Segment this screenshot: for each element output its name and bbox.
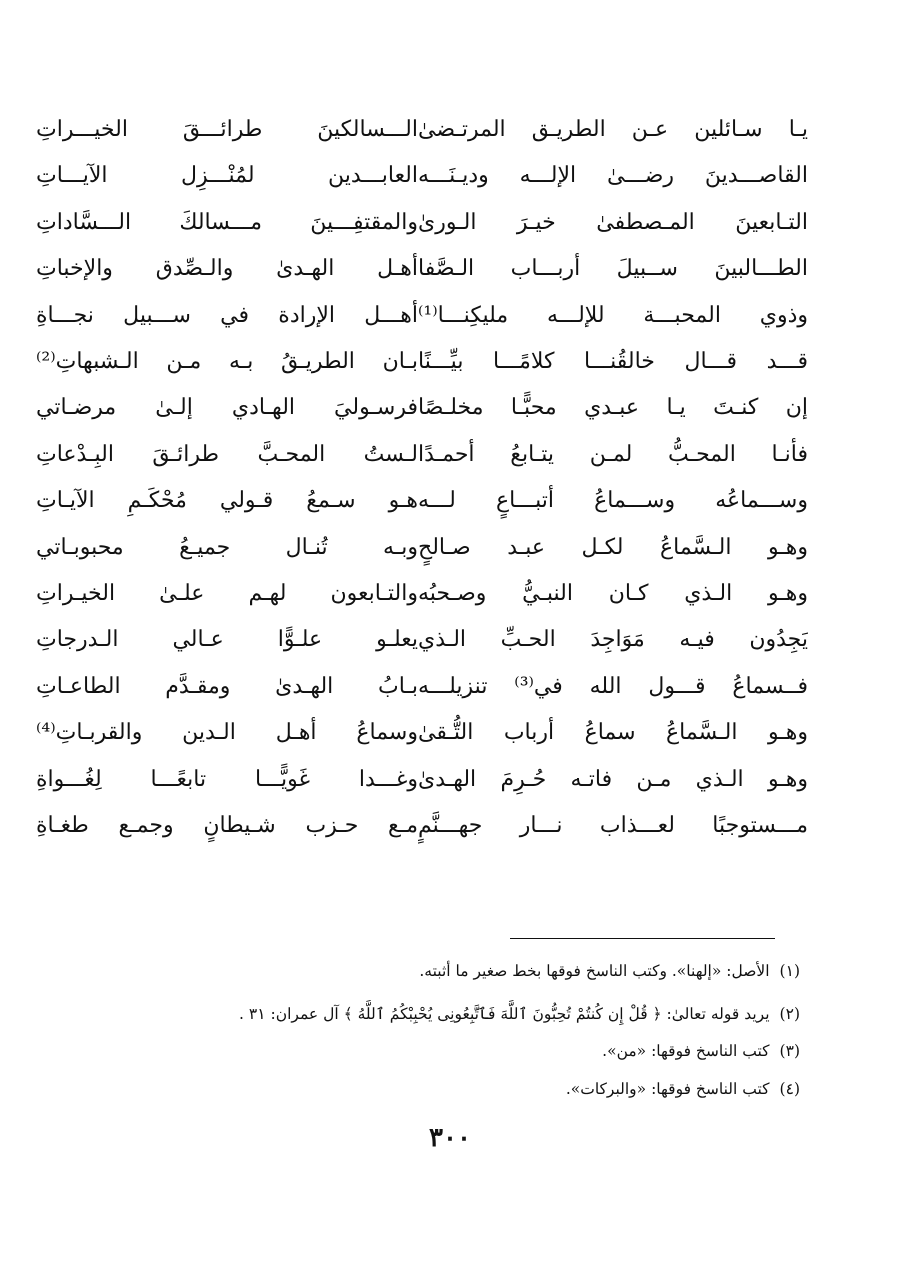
footnote-2	[100, 999, 800, 1029]
verse-11-first-hemistich: وهـو الـذي كـان النبـيُّ وصـحبُه	[418, 581, 808, 606]
page-number: ٣٠٠	[429, 1123, 471, 1153]
verse-16-first-hemistich: مـــستوجبًا لعـــذاب نـــار جهـــنَّمٍ	[418, 813, 808, 838]
verse-10-second-hemistich: وبـه تُنـال جميـعُ محبوبـاتي	[36, 534, 418, 560]
verse-13-second-hemistich: بـابُ الهـدىٰ ومقـدَّم الطاعـاتِ	[36, 673, 418, 699]
footnote-2-text: يريد قوله تعالىٰ: ﴿ قُلْ إِن كُنتُمْ تُحِبُّونَ ٱللَّهَ فَٱتَّبِعُونِى يُحْبِبْكُمُ ٱللَّهُ ﴾ آل عمران: ٣١ .	[239, 1005, 770, 1023]
verse-7-first-hemistich: إن كنـتَ يـا عبـدي محبًّـا مخلـصًا	[418, 395, 808, 421]
verse-6-first-hemistich: قـــد قـــال خالقُنـــا كلامًـــا بيِّـــنًا	[418, 349, 808, 374]
verse-8-first-hemistich: فأنـا المحـبُّ لمـن يتـابعُ أحمـدًا	[418, 441, 808, 467]
footnote-3-text: كتب الناسخ فوقها: «من».	[602, 1042, 770, 1060]
footnote-3	[100, 1036, 800, 1066]
verse-1-second-hemistich: الـــسالكينَ طرائـــقَ الخيـــراتِ	[36, 117, 418, 142]
verse-12-first-hemistich: يَجِدُون فيـه مَوَاجِدَ الحـبِّ الـذي	[418, 627, 808, 653]
footnote-4-number: (٤)	[779, 1080, 800, 1098]
verse-15-first-hemistich: وهـو الـذي مـن فاتـه حُـرِمَ الهـدىٰ	[418, 766, 808, 792]
verse-11-second-hemistich: والتـابعون لهـم علـىٰ الخيـراتِ	[36, 581, 418, 606]
verse-4-first-hemistich: الطـــالبينَ ســبيلَ أربـــاب الـصَّفا	[418, 256, 808, 282]
verse-14-second-hemistich: وسماعُ أهـل الـدين والقربـاتِ⁽⁴⁾	[36, 720, 418, 746]
verse-4-second-hemistich: أهـل الهـدىٰ والـصِّدق والإخباتِ	[36, 256, 418, 282]
verse-2-second-hemistich: العابـــدين لمُنْـــزِل الآيـــاتِ	[36, 163, 418, 189]
footnote-1	[100, 956, 800, 986]
verse-12-second-hemistich: يعلـو علـوًّا عـالي الـدرجاتِ	[36, 627, 418, 653]
verse-14-first-hemistich: وهـو الـسَّماعُ سماعُ أرباب التُّـقىٰ	[418, 720, 808, 746]
verse-2-first-hemistich: القاصـــدينَ رضـــىٰ الإلـــه وديـنَـــه	[418, 163, 808, 189]
verse-6-second-hemistich: بـان الطريـقُ بـه مـن الـشبهاتِ⁽²⁾	[36, 349, 418, 374]
verse-3-second-hemistich: والمقتفِـــينَ مـــسالكَ الـــسَّاداتِ	[36, 209, 418, 235]
verse-9-second-hemistich: هـو سـمعُ قـولي مُحْكَـمِ الآيـاتِ	[36, 488, 418, 514]
verse-9-first-hemistich: وســـماعُه وســـماعُ أتبـــاعٍ لـــه	[418, 488, 808, 514]
footnote-1-number: (١)	[779, 962, 800, 980]
verse-16-second-hemistich: مـع حـزب شـيطانٍ وجمـع طغـاةِ	[36, 813, 418, 838]
verse-10-first-hemistich: وهـو الـسَّماعُ لكـل عبـد صـالحٍ	[418, 534, 808, 560]
footnote-1-text: الأصل: «إلهنا». وكتب الناسخ فوقها بخط صغير ما أثبته.	[419, 962, 770, 980]
footnote-separator	[510, 938, 775, 939]
footnote-4	[100, 1074, 800, 1104]
footnote-4-text: كتب الناسخ فوقها: «والبركات».	[565, 1080, 770, 1098]
verse-15-second-hemistich: وغـــدا غَويًّـــا تابعًـــا لِغُـــواةِ	[36, 766, 418, 792]
verse-13-first-hemistich: فــسماعُ قـــول الله في⁽³⁾ تنزيلـــه	[418, 673, 808, 699]
verse-8-second-hemistich: لـستُ المحـبَّ طرائـقَ البِـدْعاتِ	[36, 441, 418, 467]
footnote-2-number: (٢)	[779, 1005, 800, 1023]
footnote-3-number: (٣)	[779, 1042, 800, 1060]
verse-5-second-hemistich: أهـــل الإرادة في ســـبيل نجـــاةِ	[36, 302, 418, 328]
verse-5-first-hemistich: وذوي المحبـــة للإلـــه مليكِنـــا⁽¹⁾	[418, 302, 808, 328]
verse-3-first-hemistich: التـابعينَ المـصطفىٰ خيـرَ الـورىٰ	[418, 209, 808, 235]
verse-1-first-hemistich: يـا سـائلين عـن الطريـق المرتـضىٰ	[418, 117, 808, 142]
verse-7-second-hemistich: فرسـوليَ الهـادي إلـىٰ مرضـاتي	[36, 395, 418, 421]
